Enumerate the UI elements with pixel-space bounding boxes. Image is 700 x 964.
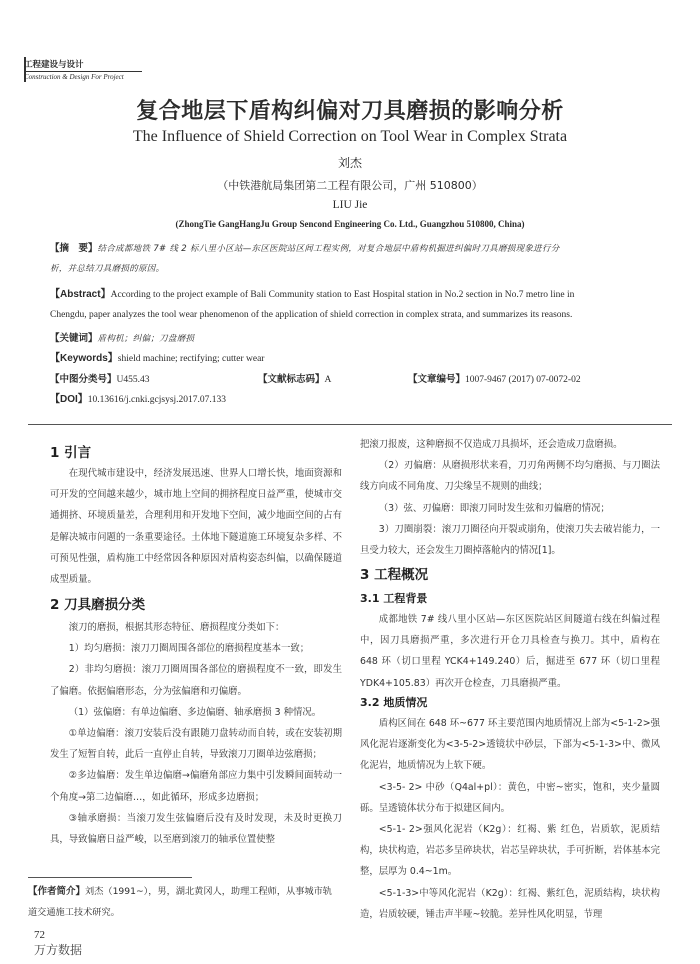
section-1-title: 1 引言 — [50, 445, 92, 461]
page-number: 72 — [34, 929, 45, 941]
author-en: LIU Jie — [332, 199, 368, 211]
keywords-cn — [50, 329, 656, 349]
footnote-text: 刘杰（1991~），男，湖北黄冈人，助理工程师，从事城市轨道交通施工技术研究。 — [28, 886, 332, 918]
keywords-en — [50, 349, 656, 369]
paragraph: 3）刀圈崩裂：滚刀刀圈径向开裂或崩角，使滚刀失去破岩能力，一旦受力较大，还会发生刀圈掉落舱内的情况[1]。 — [360, 523, 660, 557]
section-3-1-title: 3.1 工程背景 — [360, 592, 428, 605]
paragraph: 把滚刀报废，这种磨损不仅造成刀具损坏，还会造成刀盘磨损。 — [360, 439, 623, 450]
abstract-cn-label: 【摘 要】 — [50, 243, 98, 254]
doc-code-label: 【文献标志码】 — [258, 374, 325, 385]
paragraph: 在现代城市建设中，经济发展迅速、世界人口增长快，地面资源和可开发的空间越来越少，城市地上空间的拥挤程度日益严重，使城市交通拥挤、环境质量差，合理利用和开发地下空间，减少地面空间的占有是解决城市问题的一条重要途径。土体地下隧道施工环境复杂多样、不可预见性强，盾构施工中经常因各种原因对盾构姿态纠偏，以确保隧道成型质量。 — [50, 468, 342, 586]
paragraph: ①单边偏磨：滚刀安装后没有跟随刀盘转动而自转，或在安装初期发生了短暂自转，此后一直停止自转，导致滚刀刀圈单边弦磨损； — [50, 728, 342, 761]
abstract-divider — [28, 424, 672, 425]
paragraph: <5-1-3>中等风化泥岩（K2g）：红褐、紫红色，泥质结构，块状构造，岩质较硬，锤击声半哑~较脆。差异性风化明显，节理 — [360, 887, 660, 920]
clc-value: U455.43 — [116, 375, 150, 385]
paragraph: 2）非均匀磨损：滚刀刀圈周围各部位的磨损程度不一致，即发生了偏磨。依据偏磨形态，分为弦偏磨和刃偏磨。 — [50, 664, 342, 697]
abstract-en-label: 【Abstract】 — [50, 289, 111, 300]
doi-value: 10.13616/j.cnki.gcjsysj.2017.07.133 — [87, 395, 227, 405]
paragraph: ③轴承磨损：当滚刀发生弦偏磨后没有及时发现，未及时更换刀具，导致偏磨日益严峻，以至磨到滚刀的轴承位置使整 — [50, 812, 342, 846]
journal-header — [24, 60, 142, 82]
watermark: 万方数据 — [34, 943, 83, 957]
title-cn: 复合地层下盾构纠偏对刀具磨损的影响分析 — [136, 99, 564, 124]
section-2-continued — [360, 434, 660, 561]
paragraph: ②多边偏磨：发生单边偏磨→偏磨角部应力集中引发瞬间面转动一个角度→第二边偏磨…，如此循环，形成多边磨损； — [50, 770, 342, 803]
keywords-en-text: shield machine; rectifying; cutter wear — [117, 354, 265, 364]
affiliation-en: (ZhongTie GangHangJu Group Sencond Engineering Co. Ltd., Guangzhou 510800, China) — [175, 219, 525, 229]
author-footnote — [28, 881, 340, 923]
affiliation-cn: （中铁港航局集团第二工程有限公司，广州 510800） — [217, 179, 483, 192]
abstract-cn-line-1: 结合成都地铁 7# 线 2 标八里小区站—东区医院站区间工程实例，对复合地层中盾构机掘进纠偏时刀具磨损现象进行分 — [97, 244, 560, 254]
footnote-label: 【作者简介】 — [28, 886, 86, 897]
keywords-cn-label: 【关键词】 — [50, 333, 98, 344]
journal-name-en: Construction & Design For Project — [24, 71, 142, 82]
footnote-divider — [28, 877, 192, 878]
clc-label: 【中图分类号】 — [50, 374, 117, 385]
section-3-title: 3 工程概况 — [360, 567, 429, 583]
abstract-cn-line-2: 析，并总结刀具磨损的原因。 — [50, 264, 165, 274]
keywords-cn-text: 盾构机；纠偏；刀盘磨损 — [97, 334, 195, 344]
article-no-value: 1007-9467 (2017) 07-0072-02 — [465, 375, 581, 385]
paragraph: （3）弦、刃偏磨：即滚刀同时发生弦和刃偏磨的情况； — [378, 502, 610, 514]
paragraph: <5-1- 2>强风化泥岩（K2g）：红褐、紫 红色，岩质软，泥质结构，块状构造，岩芯多呈碎块状，岩芯呈碎块状，手可折断，岩体基本完整，层厚为 0.4~1m。 — [360, 824, 661, 878]
section-3-2-body — [360, 713, 660, 925]
author-cn: 刘杰 — [337, 156, 362, 170]
keywords-en-label: 【Keywords】 — [50, 353, 118, 364]
paragraph: 滚刀的磨损，根据其形态特征、磨损程度分类如下： — [68, 622, 285, 633]
abstract-cn — [50, 239, 656, 279]
section-2-body — [50, 617, 342, 850]
abstract-en — [50, 285, 656, 325]
section-3-1-body — [360, 609, 660, 694]
paragraph: <3-5- 2> 中砂（Q4al+pl）：黄色，中密~密实，饱和，夹少量圆砾。呈透镜体状分布于拟建区间内。 — [360, 781, 660, 814]
section-2-title: 2 刀具磨损分类 — [50, 597, 146, 613]
paragraph: 1）均匀磨损：滚刀刀圈周围各部位的磨损程度基本一致； — [68, 643, 310, 655]
section-1-body — [50, 463, 342, 590]
doc-code-value: A — [324, 375, 332, 385]
title-en: The Influence of Shield Correction on Tool Wear in Complex Strata — [132, 128, 568, 145]
paragraph: 盾构区间在 648 环~677 环主要范围内地质情况上部为<5-1-2>强风化泥岩逐渐变化为<3-5-2>透镜状中砂层，下部为<5-1-3>中、微风化泥岩，地质情况为上软下硬。 — [360, 718, 660, 772]
doi-label: 【DOI】 — [50, 394, 88, 405]
doi-row — [50, 390, 656, 410]
article-no-label: 【文章编号】 — [408, 374, 466, 385]
abstract-en-line-1: According to the project example of Bali Community station to East Hospital station in No.2 section in No.7 metro line in — [110, 290, 575, 300]
paragraph: （1）弦偏磨：有单边偏磨、多边偏磨、轴承磨损 3 种情况。 — [68, 706, 322, 718]
paragraph: （2）刃偏磨：从磨损形状来看，刀刃角两侧不均匀磨损、与刀圈法线方向成不同角度、刀尖缘呈不规则的曲线； — [360, 460, 660, 493]
abstract-en-line-2: Chengdu, paper analyzes the tool wear phenomenon of the application of shield correction in complex strata, and summarizes its reasons. — [50, 310, 573, 320]
journal-name-cn: 工程建设与设计 — [24, 60, 84, 70]
paragraph: 成都地铁 7# 线八里小区站—东区医院站区间隧道右线在纠偏过程中，因刀具磨损严重，多次进行开仓刀具检查与换刀。其中，盾构在 648 环（切口里程 YCK4+149.240）后，掘进至 677 环（切口里程 YDK4+105.83）再次开仓检查，刀具磨损严重。 — [360, 614, 660, 689]
section-3-2-title: 3.2 地质情况 — [360, 696, 428, 709]
